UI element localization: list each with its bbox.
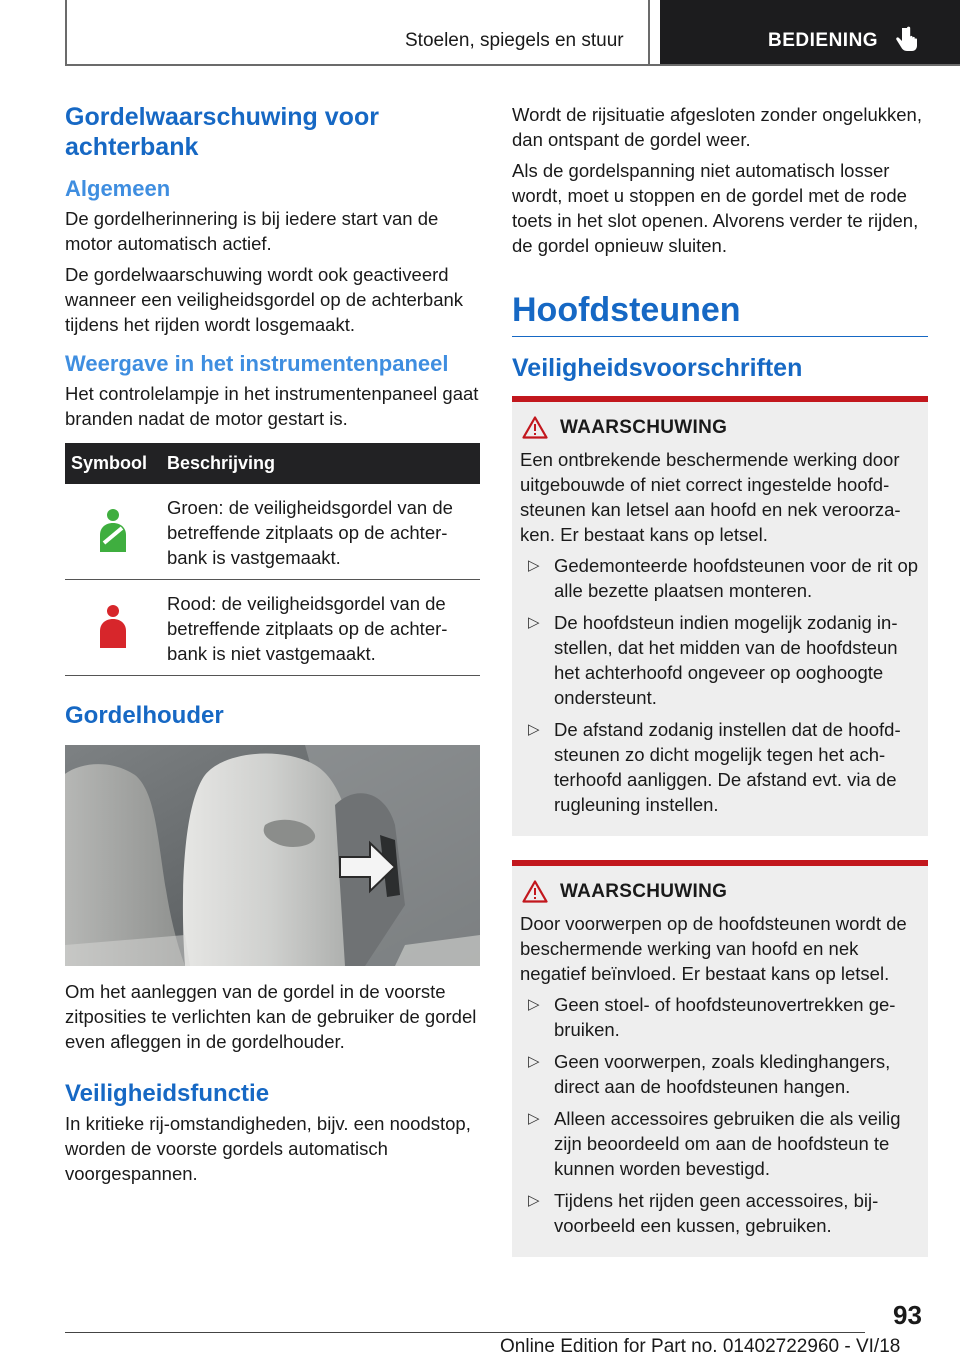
warning-list (520, 553, 920, 817)
footer-edition: Online Edition for Part no. 01402722960 - VI/18 (500, 1336, 901, 1357)
paragraph-belt-holder: Om het aanleggen van de gordel in de voorste zitposities te verlichten kan de gebruiker de gordel even afleggen in de gordelhouder. (65, 981, 477, 1052)
paragraph-belt-manual: Als de gordelspanning niet automatisch losser wordt, moet u stoppen en de gordel met de rode toets in het slot openen. Alvorens verder te rijden, de gordel opnieuw sluiten. (512, 160, 919, 256)
warning-title: WAARSCHUWING (560, 880, 728, 902)
footer-rule (65, 1332, 865, 1333)
bullet-triangle-icon: ▷ (528, 721, 540, 738)
pointing-hand-icon (894, 26, 920, 54)
bullet-triangle-icon: ▷ (528, 1192, 540, 1209)
heading-belt-holder: Gordelhouder (65, 702, 224, 729)
list-item: ▷ Tijdens het rijden geen accessoires, bijvoorbeeld een kussen, gebruiken. (528, 1190, 879, 1236)
bullet-triangle-icon: ▷ (528, 1110, 540, 1127)
heading-rear-belt-warning: Gordelwaarschuwing voor achterbank (65, 103, 379, 161)
page-number: 93 (893, 1300, 922, 1330)
description-cell: Groen: de veiligheidsgordel van de betreffende zitplaats op de achterbank is vastgemaakt. (161, 484, 480, 580)
section-tab[interactable] (660, 0, 960, 64)
symbol-cell (65, 484, 161, 580)
list-item: ▷ Geen stoel- of hoofdsteunovertrekken gebruiken. (528, 994, 896, 1040)
green-seatbelt-icon (96, 508, 130, 552)
chapter-title: Stoelen, spiegels en stuur (405, 30, 624, 51)
heading-safety-function: Veiligheidsfunctie (65, 1080, 270, 1107)
table-header-symbol: Symbool (65, 443, 161, 484)
warning-title: WAARSCHUWING (560, 416, 728, 438)
warning-title-row (520, 880, 920, 903)
section-tab-label: BEDIENING (768, 30, 879, 51)
table-row (65, 484, 480, 580)
header-divider (648, 0, 650, 66)
table-row (65, 580, 480, 676)
paragraph-general-1: De gordelherinnering is bij iedere start van de motor automatisch actief. (65, 208, 439, 254)
warning-text: Een ontbrekende beschermende werking door uitgebouwde of niet correct ingestelde hoofdsteunen kan letsel aan hoofd en nek veroorzaken. Er bestaat kans op letsel. (520, 449, 901, 545)
subheading-general: Algemeen (65, 176, 171, 201)
red-seat-occupant-icon (96, 604, 130, 648)
warning-box (512, 860, 928, 1257)
warning-box (512, 396, 928, 836)
paragraph-safety-function: In kritieke rij-omstandigheden, bijv. een noodstop, worden de voorste gordels automatisch voorgespannen. (65, 1113, 471, 1184)
header-left-divider (65, 0, 67, 66)
description-cell: Rood: de veiligheidsgordel van de betreffende zitplaats op de achterbank is niet vastgemaakt. (161, 580, 480, 676)
left-column (65, 102, 480, 1186)
belt-holder-photo (65, 745, 480, 966)
warning-title-row (520, 416, 920, 439)
header-rule (65, 64, 960, 66)
list-item: ▷ Alleen accessoires gebruiken die als veilig zijn beoordeeld om aan de hoofdsteun te kunnen worden bevestigd. (528, 1108, 901, 1179)
warning-list (520, 992, 920, 1238)
bullet-triangle-icon: ▷ (528, 1053, 540, 1070)
heading-underline (512, 336, 928, 337)
bullet-triangle-icon: ▷ (528, 614, 540, 631)
bullet-triangle-icon: ▷ (528, 557, 540, 574)
paragraph-general-2: De gordelwaarschuwing wordt ook geactiveerd wanneer een veiligheidsgordel op de achterbank tijdens het rijden wordt losgemaakt. (65, 264, 464, 335)
warning-triangle-icon (522, 880, 548, 903)
list-item: ▷ De afstand zodanig instellen dat de hoofdsteunen zo dicht mogelijk tegen het achterhoofd aanliggen. De afstand evt. via de rugleuning instellen. (528, 719, 901, 815)
subheading-display: Weergave in het instrumentenpaneel (65, 351, 449, 376)
subheading-safety-rules: Veiligheidsvoorschriften (512, 354, 803, 382)
symbol-table (65, 443, 480, 676)
paragraph-display: Het controlelampje in het instrumentenpaneel gaat branden nadat de motor gestart is. (65, 383, 479, 429)
table-header-description: Beschrijving (161, 443, 480, 484)
list-item: ▷ Geen voorwerpen, zoals kledinghangers, direct aan de hoofdsteunen hangen. (528, 1051, 891, 1097)
paragraph-belt-release: Wordt de rijsituatie afgesloten zonder ongelukken, dan ontspant de gordel weer. (512, 104, 922, 150)
list-item: ▷ Gedemonteerde hoofdsteunen voor de rit op alle bezette plaatsen monteren. (528, 555, 919, 601)
warning-triangle-icon (522, 416, 548, 439)
right-column (512, 102, 928, 1257)
page-header (0, 0, 960, 66)
symbol-cell (65, 580, 161, 676)
bullet-triangle-icon: ▷ (528, 996, 540, 1013)
heading-headrests: Hoofdsteunen (512, 291, 741, 329)
warning-text: Door voorwerpen op de hoofdsteunen wordt de beschermende werking van hoofd en nek negatief beïnvloed. Er bestaat kans op letsel. (520, 913, 907, 984)
list-item: ▷ De hoofdsteun indien mogelijk zodanig instellen, dat het midden van de hoofdsteun het achterhoofd ongeveer op ooghoogte ondersteunt. (528, 612, 898, 708)
